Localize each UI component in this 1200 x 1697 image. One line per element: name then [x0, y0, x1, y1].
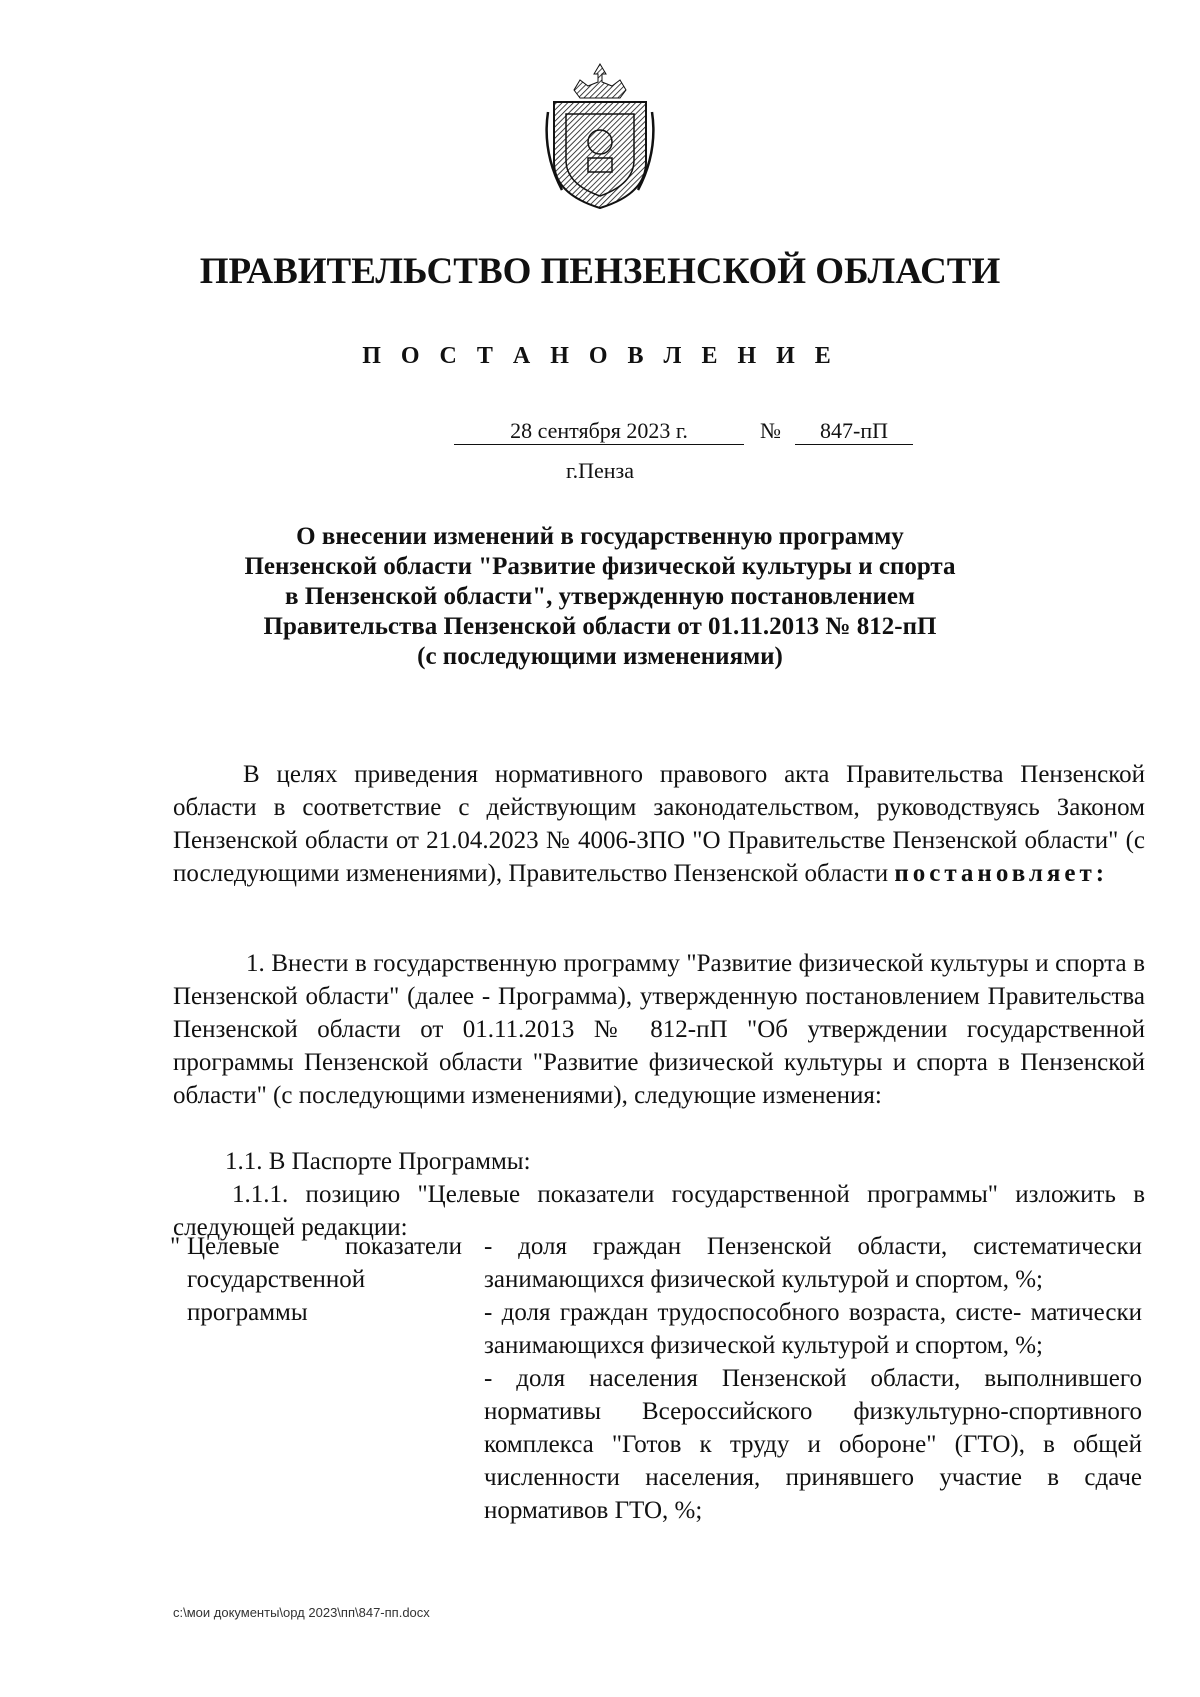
decree-word: постановляет: — [894, 860, 1109, 887]
city: г.Пенза — [566, 458, 634, 483]
organization-title: ПРАВИТЕЛЬСТВО ПЕНЗЕНСКОЙ ОБЛАСТИ — [199, 251, 1001, 292]
indicator-item: - доля граждан Пензенской области, систематически занимающихся физической культурой и спортом, %; — [484, 1233, 1142, 1293]
title-line: (с последующими изменениями) — [417, 643, 783, 670]
indicator-item: - доля населения Пензенской области, выполнившего нормативы Всероссийского физкультурно-спортивного комплекса "Готов к труду и обороне" (ГТО), в общей численности населения, принявшего участие в сдаче нормативов ГТО, %; — [484, 1365, 1142, 1524]
document-date: 28 сентября 2023 г. — [454, 418, 744, 445]
date-number-line — [454, 418, 913, 445]
item-1-1-1-paragraph: 1.1.1. позицию "Целевые показатели государственной программы" изложить в следующей редакции: — [173, 1181, 1145, 1241]
table-left-rest: государственной программы — [187, 1266, 366, 1326]
number-sign: № — [760, 418, 781, 443]
title-line: Правительства Пензенской области от 01.11.2013 № 812-пП — [263, 613, 937, 640]
table-left-cell — [187, 1230, 462, 1329]
table-open-quote: " — [170, 1233, 181, 1260]
coat-of-arms-emblem-icon — [540, 62, 660, 212]
table-right-cell — [484, 1230, 1142, 1527]
document-title — [200, 522, 1000, 672]
title-line: в Пензенской области", утвержденную постановлением — [284, 583, 916, 610]
title-line: О внесении изменений в государственную программу — [296, 523, 904, 550]
item-1-1-paragraph: 1.1. В Паспорте Программы: — [225, 1148, 531, 1175]
file-path-footer: c:\мои документы\орд 2023\пп\847-пп.docx — [173, 1605, 430, 1620]
title-line: Пензенской области "Развитие физической культуры и спорта — [244, 553, 956, 580]
document-type: П О С Т А Н О В Л Е Н И Е — [362, 343, 838, 369]
preamble-paragraph — [173, 758, 1145, 890]
indicator-item: - доля граждан трудоспособного возраста, систе- матически занимающихся физической культурой и спортом, %; — [484, 1299, 1142, 1359]
table-left-line: Целевые показатели — [187, 1233, 462, 1260]
preamble-text: В целях приведения нормативного правового акта Правительства Пензенской области в соответствие с действующим законодательством, руководствуясь Законом Пензенской области от 21.04.2023 № 4006-ЗПО "О Правительстве Пензенской области" (с последующими изменениями), Правительство Пензенской области — [173, 761, 1145, 887]
document-number: 847-пП — [795, 418, 913, 445]
item-1-paragraph: 1. Внести в государственную программу "Развитие физической культуры и спорта в Пензенской области" (далее - Программа), утвержденную постановлением Правительства Пензенской области от 01.11.2013 № 812-пП "Об утверждении государственной программы Пензенской области "Развитие физической культуры и спорта в Пензенской области" (с последующими изменениями), следующие изменения: — [173, 950, 1145, 1109]
